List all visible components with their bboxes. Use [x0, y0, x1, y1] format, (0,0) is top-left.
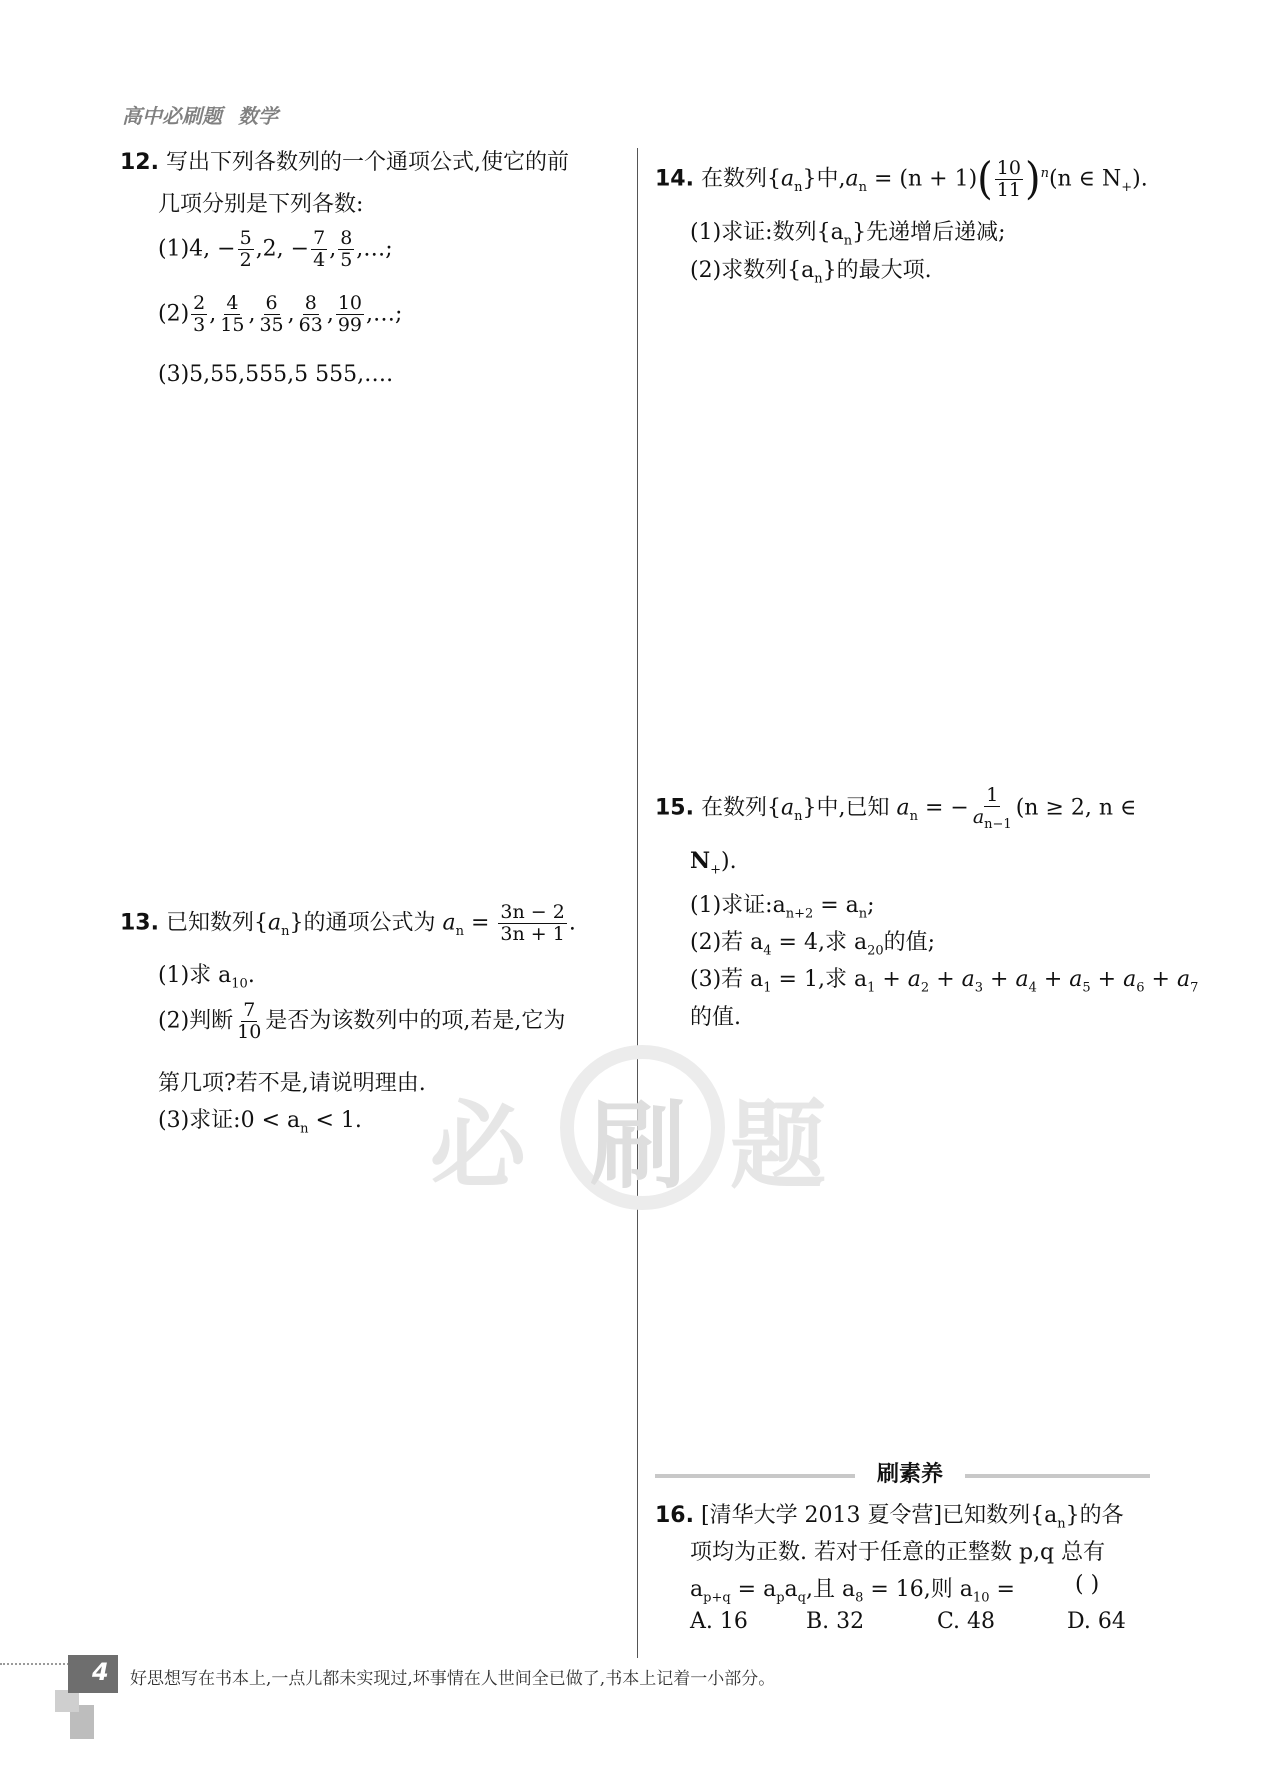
denominator: 35	[259, 313, 284, 336]
q14-p1-tail: }先递增后递减;	[852, 220, 1006, 245]
q15-p2-tail: 的值;	[883, 930, 936, 955]
q14-p2-text: (2)求数列{a	[690, 258, 815, 283]
q14-stem-a: 在数列{	[700, 166, 781, 192]
q16-number: 16.	[655, 1503, 694, 1528]
book-title: 高中必刷题	[122, 104, 222, 128]
numerator: 3n − 2	[500, 901, 565, 923]
q13-p2-frac	[235, 1000, 263, 1043]
q16-answer-blank: ( )	[1075, 1572, 1100, 1597]
q12-p1-tail: ,…;	[356, 236, 393, 262]
q16-option-d: D. 64	[1067, 1609, 1126, 1634]
numerator: 1	[986, 784, 999, 806]
section-header-bar	[655, 1457, 1150, 1493]
numerator: 6	[265, 292, 278, 314]
numerator: 5	[239, 227, 252, 249]
denominator: 3	[193, 313, 206, 336]
q13-p1-text: (1)求 a	[158, 963, 232, 988]
q15-p3-text: (3)若 a	[690, 967, 764, 992]
q15-p1-text: (1)求证:a	[690, 893, 786, 918]
q12-stem-line1	[120, 145, 569, 176]
q14-formula-c: ).	[1132, 166, 1148, 192]
q13-p2-a: (2)判断	[158, 1008, 234, 1034]
numerator: 7	[313, 227, 326, 249]
q16-option-a: A. 16	[690, 1609, 748, 1634]
watermark-char-1: 必	[430, 1090, 526, 1202]
q13-p3-text: (3)求证:0 < a	[158, 1108, 301, 1133]
numerator: 8	[304, 292, 317, 314]
q15-number: 15.	[655, 795, 694, 821]
q14-p1-text: (1)求证:数列{a	[690, 220, 844, 245]
q13-stem-a: 已知数列{	[165, 910, 268, 936]
page-number: 4	[92, 1658, 109, 1686]
denominator: 5	[340, 248, 353, 271]
q13-number: 13.	[120, 910, 159, 936]
q16-l3-b: = a	[730, 1577, 777, 1602]
q14-part1: (1)求证:数列$\{a_n\}$先递增后递减;	[690, 220, 1006, 249]
q13-p2-b: 是否为该数列中的项,若是,它为	[265, 1008, 566, 1034]
q12-stem-text1: 写出下列各数列的一个通项公式,使它的前	[165, 150, 569, 175]
q12-part2: (2) $\frac{2}{3}$ , $\frac{4}{15}$ , $\frac{6}{35}$ , $\frac{8}{63}$ , $\frac{10}{99}$ ,…;	[158, 292, 403, 336]
footer-quote: 好思想写在书本上,一点儿都未实现过,坏事情在人世间全已做了,书本上记着一小部分。	[130, 1669, 776, 1689]
denominator: 4	[313, 248, 326, 271]
q15-stem-line2: $N_+$).	[690, 848, 737, 878]
q14-formula-b: (n ∈ N	[1048, 166, 1122, 192]
q14-part2: (2)求数列$\{a_n\}$的最大项.	[690, 258, 932, 287]
watermark-char-3: 题	[730, 1090, 826, 1202]
q15-p3-mid: = 1,求 a	[771, 967, 868, 992]
q16-stem-line1: 16. [清华大学 2013 夏令营]已知数列$\{a_n\}$的各	[655, 1503, 1124, 1532]
q14-frac	[995, 158, 1023, 201]
q16-option-c: C. 48	[937, 1609, 996, 1634]
numerator: 10	[337, 292, 363, 314]
q12-p2-frac4	[297, 293, 325, 336]
q15-stem-b: }中,已知	[802, 795, 890, 821]
q12-part1	[158, 228, 393, 271]
q12-p1-sep: ,	[329, 236, 337, 262]
q15-cond: (n ≥ 2, n ∈	[1015, 795, 1137, 821]
q13-part3: (3)求证:0 < $a_n < 1$.	[158, 1108, 362, 1137]
denominator: 63	[298, 313, 323, 336]
q16-line1-tail: }的各	[1065, 1503, 1124, 1528]
q14-stem: 14. 在数列$\{a_n\}$中$,a_n = (n + 1)$( $\frac{10}{11}$ )$^n$(n ∈ $N_+$).	[655, 154, 1148, 205]
q16-l3-f: =	[989, 1577, 1015, 1602]
column-divider	[637, 148, 638, 1658]
q12-p2-frac2	[218, 293, 246, 336]
q12-p1-lead: (1)4, −	[158, 236, 236, 262]
q16-stem-line2: 项均为正数. 若对于任意的正整数 p,q 总有	[690, 1540, 1106, 1565]
q15-line2-tail: ).	[721, 849, 737, 874]
q13-p1-sub: 10	[231, 976, 248, 992]
numerator: 10	[996, 157, 1021, 179]
q15-part3-end: 的值.	[690, 1005, 741, 1030]
section-rule-right	[965, 1474, 1150, 1478]
q16-l3-a: a	[690, 1577, 704, 1602]
q13-part1: (1)求 $a_{10}$.	[158, 963, 255, 992]
q15-part2: (2)若 $a_4 = 4$,求 $a_{20}$的值;	[690, 930, 936, 959]
denominator: 3n + 1	[500, 922, 565, 945]
q15-p2-mid: = 4,求 a	[771, 930, 868, 955]
q13-part2-line1	[158, 1000, 565, 1043]
numerator: 2	[193, 292, 206, 314]
q13-formula-frac	[498, 902, 566, 945]
q16-stem-line3: $a_{p+q} = a_pa_q$,且 $a_8 = 16$,则 $a_{10}$ =	[690, 1577, 1015, 1606]
q14-formula-a: = (n + 1)	[866, 166, 978, 192]
q12-p1-frac1	[238, 228, 254, 271]
denominator: 99	[337, 313, 363, 336]
running-header	[122, 100, 278, 129]
denominator: $a_{n-1}$	[972, 805, 1012, 832]
q12-p2-lead: (2)	[158, 301, 190, 327]
denominator: 11	[996, 178, 1021, 201]
denominator: 15	[220, 313, 245, 336]
q12-p2-frac1	[191, 293, 207, 336]
q12-p1-mid: ,2, −	[255, 236, 310, 262]
q12-p2-tail: ,…;	[366, 301, 403, 327]
q14-p2-tail: }的最大项.	[822, 258, 932, 283]
q16-l3-e: = 16,则 a	[863, 1577, 973, 1602]
q13-part2-line2: 第几项?若不是,请说明理由.	[158, 1071, 426, 1096]
q13-p3-tail: < 1.	[308, 1108, 362, 1133]
q12-part3: (3)5,55,555,5 555,….	[158, 362, 394, 387]
q16-line1: [清华大学 2013 夏令营]已知数列{a	[700, 1503, 1058, 1528]
page-decoration-square	[55, 1690, 79, 1712]
q15-stem-a: 在数列{	[700, 795, 781, 821]
q16-option-b: B. 32	[806, 1609, 865, 1634]
q15-eq: = −	[917, 795, 969, 821]
subject-label: 数学	[238, 104, 278, 128]
q13-stem-b: }的通项公式为	[289, 910, 436, 936]
numerator: 4	[226, 292, 239, 314]
q15-set-n: N	[690, 848, 711, 874]
q13-stem: 13. 已知数列$\{a_n\}$的通项公式为 $a_n$ = $\frac{3n - 2}{3n + 1}$ .	[120, 901, 576, 945]
q15-p1-tail: = a	[813, 893, 859, 918]
q12-p1-frac2	[311, 228, 327, 271]
q15-frac	[971, 785, 1014, 832]
denominator: 2	[239, 248, 252, 271]
q15-stem: 15. 在数列$\{a_n\}$中,已知 $a_n$ = − $\frac{1}{a_{n-1}}$ (n ≥ 2, n ∈	[655, 784, 1137, 832]
q12-p1-frac3	[338, 228, 354, 271]
q14-number: 14.	[655, 166, 694, 192]
numerator: 7	[243, 999, 256, 1021]
q15-part1: (1)求证$:a_{n+2} = a_n$;	[690, 893, 875, 922]
q15-p1-sub: n+2	[785, 906, 814, 922]
watermark-logo	[430, 1045, 850, 1245]
section-title: 刷素养	[876, 1462, 943, 1487]
q15-part3: (3)若 $a_1 = 1$,求 $a_1 + a_2 + a_3 + a_4 + a_5 + a_6 + a_7$	[690, 967, 1199, 996]
numerator: 8	[340, 227, 353, 249]
q12-p2-frac3	[257, 293, 285, 336]
q16-l3-d: ,且 a	[806, 1577, 856, 1602]
watermark-char-2: 刷	[590, 1090, 686, 1202]
section-rule-left	[655, 1474, 855, 1478]
q16-l3-c: a	[784, 1577, 798, 1602]
q14-stem-b: }中,	[802, 166, 846, 192]
page-number-badge	[68, 1655, 118, 1693]
q12-stem-line2: 几项分别是下列各数:	[158, 192, 364, 217]
q12-p2-frac5	[336, 293, 364, 336]
denominator: 10	[237, 1020, 262, 1043]
q15-p2-text: (2)若 a	[690, 930, 764, 955]
q12-number: 12.	[120, 150, 159, 175]
